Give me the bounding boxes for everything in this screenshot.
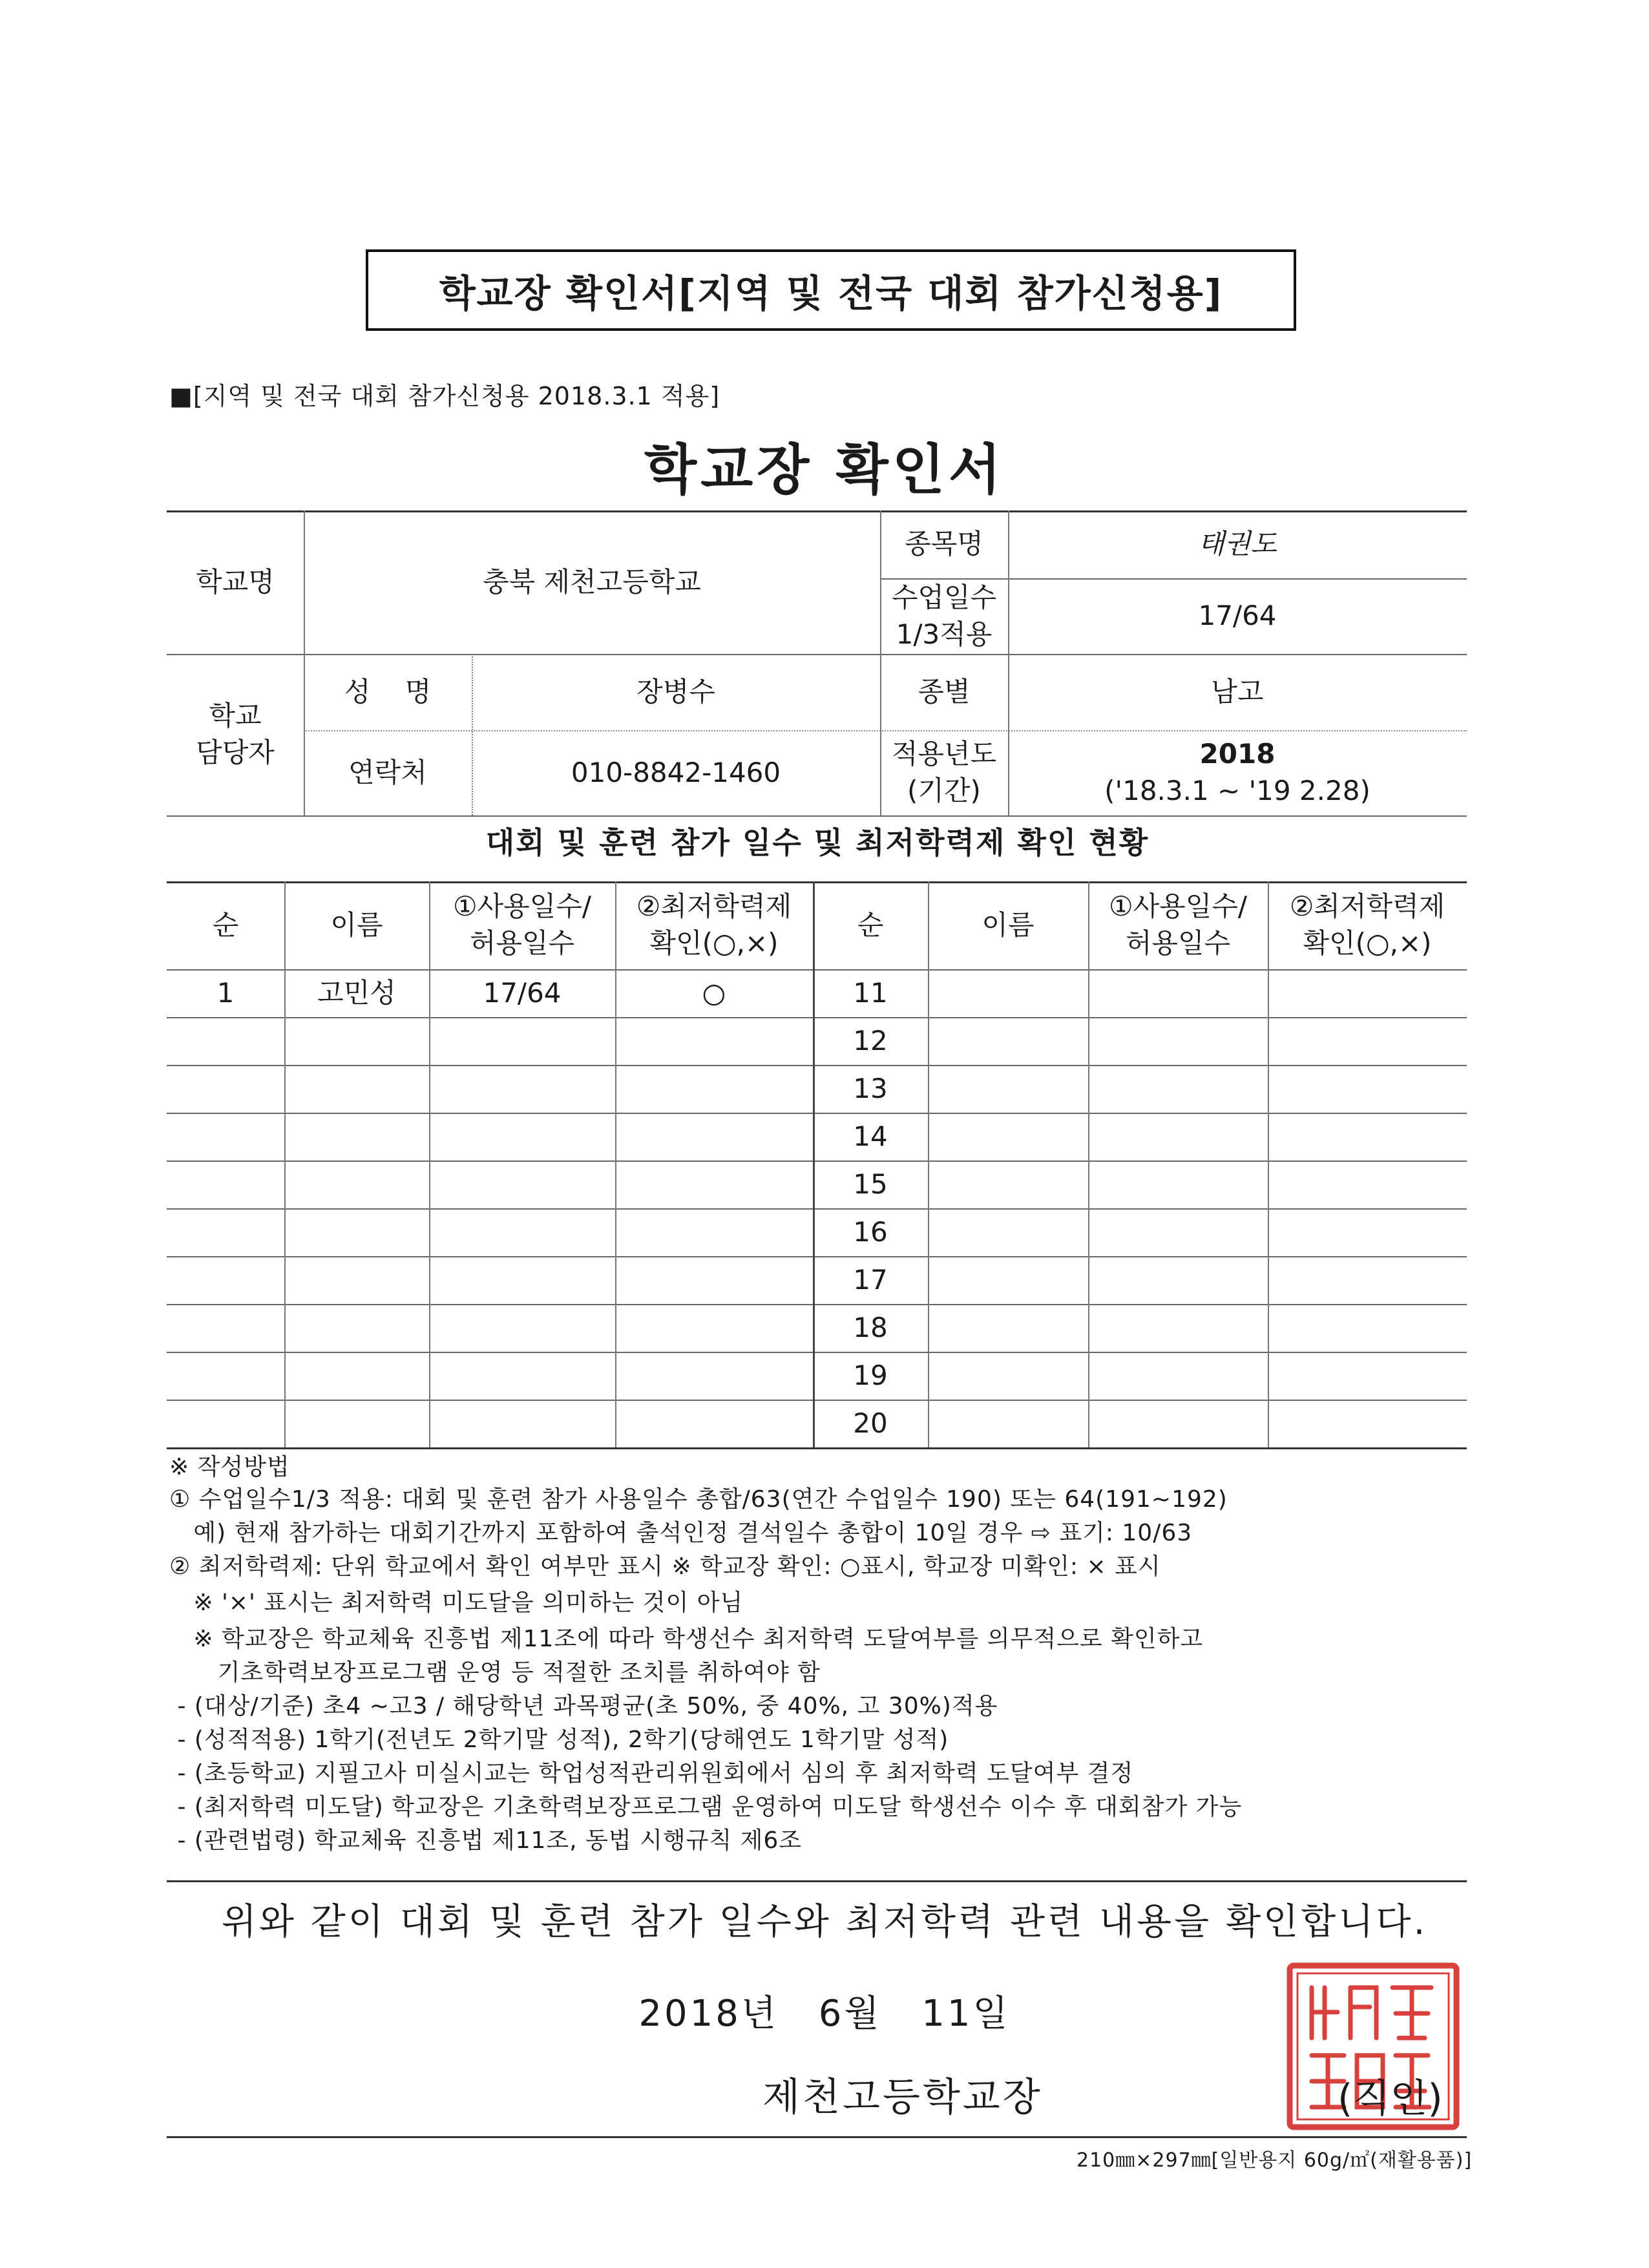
- table-cell-no-left: [167, 1256, 284, 1304]
- notes-bottom-border: [167, 1880, 1467, 1882]
- header-days: [429, 881, 615, 969]
- table-cell-name-left: 고민성: [317, 976, 396, 1009]
- table-cell-no-right: 20: [853, 1407, 888, 1439]
- table-cell-days-left: [429, 1352, 615, 1400]
- table-cell-no-right: 12: [853, 1024, 888, 1056]
- table-cell-check-left: [615, 1017, 813, 1065]
- table-cell-check-left: ○: [702, 976, 726, 1009]
- confirmation-statement: 위와 같이 대회 및 훈련 참가 일수와 최저학력 관련 내용을 확인합니다.: [221, 1901, 1428, 1943]
- table-cell-no-left: [167, 1113, 284, 1160]
- year-period: ('18.3.1 ~ '19 2.28): [1104, 775, 1371, 806]
- document-box-title: [366, 249, 1296, 331]
- sport-label: 종목명: [905, 528, 983, 560]
- table-cell-days-left: [429, 1065, 615, 1113]
- category-label: 종별: [918, 675, 971, 708]
- table-cell-check-left: [615, 1065, 813, 1113]
- table-cell-days-left: 17/64: [483, 976, 562, 1009]
- table-cell-no-left: [167, 1352, 284, 1400]
- table-cell-no-right: 19: [853, 1359, 888, 1391]
- table-cell-name-left: [284, 1208, 429, 1256]
- note-line: ② 최저학력제: 단위 학교에서 확인 여부만 표시 ※ 학교장 확인: ○표시, 학교장 미확인: × 표시: [169, 1553, 1161, 1580]
- year-label: [880, 730, 1008, 815]
- document-subheader: ■[지역 및 전국 대회 참가신청용 2018.3.1 적용]: [169, 382, 720, 410]
- contact-label: 연락처: [348, 756, 427, 788]
- issue-date: 2018년 6월 11일: [638, 1993, 1011, 2035]
- table-cell-no-left: [167, 1400, 284, 1447]
- table-cell-no-right: 14: [853, 1120, 888, 1152]
- table-cell-check-left: [615, 1113, 813, 1160]
- table-cell-no-left: 1: [216, 976, 235, 1009]
- table-cell-name-left: [284, 1304, 429, 1352]
- header-days-right-line2: 허용일수: [1125, 927, 1231, 959]
- table-cell-no-right: 15: [853, 1168, 888, 1200]
- paper-spec-footer: 210㎜×297㎜[일반용지 60g/㎡(재활용품)]: [1077, 2149, 1473, 2172]
- header-no-right: 순: [857, 908, 884, 941]
- header-days-line2: 허용일수: [469, 927, 575, 959]
- table-cell-no-left: [167, 1304, 284, 1352]
- note-line: - (성적적용) 1학기(전년도 2학기말 성적), 2학기(당해연도 1학기말 성적): [169, 1727, 949, 1753]
- participation-table-title: 대회 및 훈련 참가 일수 및 최저학력제 확인 현황: [485, 825, 1150, 860]
- note-line: 기초학력보장프로그램 운영 등 적절한 조치를 취하여야 함: [169, 1659, 821, 1686]
- note-line: - (대상/기준) 초4 ~고3 / 해당학년 과목평균(초 50%, 중 40%, 고 30%)적용: [169, 1693, 998, 1719]
- header-no: 순: [212, 908, 239, 941]
- header-check-right: [1268, 881, 1467, 969]
- table-cell-no-left: [167, 1017, 284, 1065]
- note-line: ※ '×' 표시는 최저학력 미도달을 의미하는 것이 아님: [169, 1590, 744, 1616]
- class-days-label-line1: 수업일수: [891, 581, 997, 613]
- year-value: [1008, 730, 1467, 815]
- table-cell-check-left: [615, 1352, 813, 1400]
- note-line: ※ 학교장은 학교체육 진흥법 제11조에 따라 학생선수 최저학력 도달여부를 의무적으로 확인하고: [169, 1626, 1204, 1652]
- info-bottom-border: [167, 815, 1467, 817]
- footer-line: [167, 2136, 1467, 2138]
- header-check-line2: 확인(○,×): [649, 927, 779, 959]
- school-name-value: 충북 제천고등학교: [483, 565, 701, 598]
- header-days-right-line1: ①사용일수/: [1108, 890, 1248, 923]
- table-cell-check-left: [615, 1160, 813, 1208]
- year-label-line1: 적용년도: [891, 738, 997, 770]
- note-line: ※ 작성방법: [169, 1454, 290, 1480]
- table-cell-days-left: [429, 1113, 615, 1160]
- table-cell-name-left: [284, 1160, 429, 1208]
- table-cell-no-right: 11: [853, 976, 888, 1009]
- seal-mark: (직인): [1338, 2076, 1443, 2121]
- note-line: ① 수업일수1/3 적용: 대회 및 훈련 참가 사용일수 총합/63(연간 수업일수 190) 또는 64(191~192): [169, 1486, 1228, 1513]
- table-cell-check-left: [615, 1400, 813, 1447]
- table-cell-check-left: [615, 1208, 813, 1256]
- table-cell-no-left: [167, 1065, 284, 1113]
- name-value: 장병수: [636, 675, 715, 708]
- principal-name: 제천고등학교장: [762, 2075, 1043, 2120]
- year-value-main: 2018: [1199, 738, 1276, 770]
- note-line: - (관련법령) 학교체육 진흥법 제11조, 동법 시행규칙 제6조: [169, 1827, 803, 1854]
- table-cell-name-left: [284, 1400, 429, 1447]
- class-days-label: [880, 578, 1008, 654]
- table-cell-no-right: 17: [853, 1263, 888, 1296]
- class-days-value: 17/64: [1198, 600, 1277, 632]
- note-line: - (최저학력 미도달) 학교장은 기초학력보장프로그램 운영하여 미도달 학생선수 이수 후 대회참가 가능: [169, 1794, 1243, 1820]
- manager-label-line2: 담당자: [196, 737, 275, 768]
- table-bottom-border: [167, 1447, 1467, 1449]
- table-cell-no-right: 13: [853, 1072, 888, 1104]
- header-check-line1: ②최저학력제: [636, 890, 792, 923]
- header-days-right: [1088, 881, 1268, 969]
- table-cell-name-left: [284, 1065, 429, 1113]
- header-name-right: 이름: [982, 908, 1035, 941]
- table-cell-name-left: [284, 1352, 429, 1400]
- header-check: [615, 881, 813, 969]
- sport-value: 태권도: [1198, 528, 1277, 560]
- table-cell-days-left: [429, 1400, 615, 1447]
- year-label-line2: (기간): [907, 775, 981, 806]
- table-cell-days-left: [429, 1256, 615, 1304]
- table-cell-days-left: [429, 1160, 615, 1208]
- note-line: - (초등학교) 지필고사 미실시교는 학업성적관리위원회에서 심의 후 최저학력 도달여부 결정: [169, 1760, 1134, 1787]
- table-cell-check-left: [615, 1304, 813, 1352]
- table-cell-days-left: [429, 1208, 615, 1256]
- table-cell-name-left: [284, 1017, 429, 1065]
- table-cell-days-left: [429, 1017, 615, 1065]
- table-cell-name-left: [284, 1113, 429, 1160]
- table-cell-no-right: 16: [853, 1215, 888, 1248]
- main-title: 학교장 확인서: [644, 438, 1005, 501]
- box-title-text: 학교장 확인서[지역 및 전국 대회 참가신청용]: [439, 271, 1223, 315]
- table-cell-days-left: [429, 1304, 615, 1352]
- table-cell-no-right: 18: [853, 1311, 888, 1343]
- table-cell-no-left: [167, 1160, 284, 1208]
- contact-value: 010-8842-1460: [571, 756, 781, 788]
- category-value: 남고: [1211, 675, 1264, 708]
- note-line: 예) 현재 참가하는 대회기간까지 포함하여 출석인정 결석일수 총합이 10일 경우 ⇨ 표기: 10/63: [169, 1520, 1193, 1546]
- header-days-line1: ①사용일수/: [452, 890, 592, 923]
- table-cell-check-left: [615, 1256, 813, 1304]
- class-days-label-line2: 1/3적용: [896, 618, 993, 650]
- table-cell-no-left: [167, 1208, 284, 1256]
- header-check-right-line1: ②최저학력제: [1289, 890, 1445, 923]
- header-name: 이름: [330, 908, 383, 941]
- header-check-right-line2: 확인(○,×): [1303, 927, 1432, 959]
- name-label: 성 명: [344, 675, 432, 708]
- school-name-label: 학교명: [196, 565, 275, 598]
- manager-label: [167, 654, 304, 815]
- table-cell-name-left: [284, 1256, 429, 1304]
- manager-label-line1: 학교: [209, 700, 262, 732]
